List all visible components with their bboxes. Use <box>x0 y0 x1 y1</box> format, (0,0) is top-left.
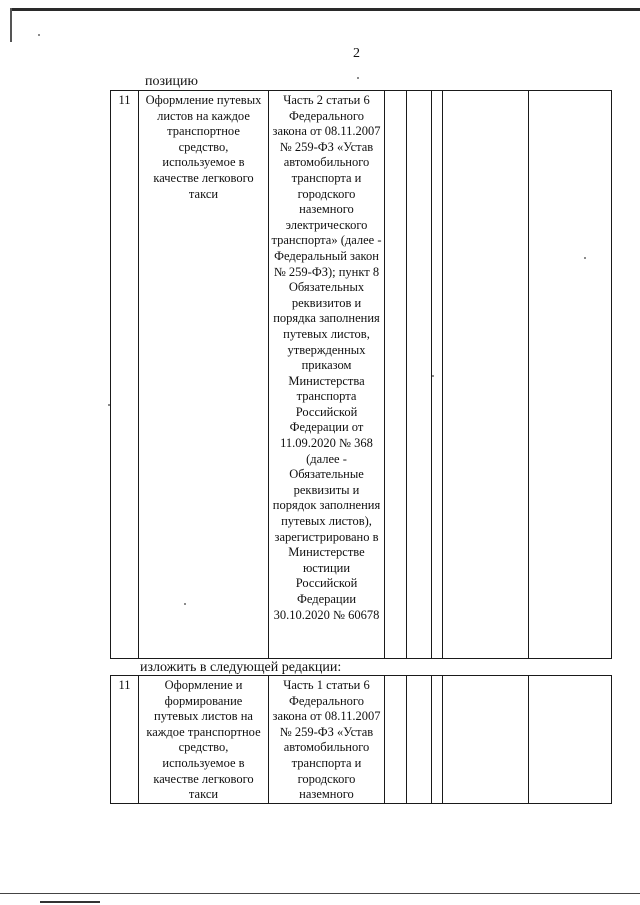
empty-cell <box>385 91 407 659</box>
requirement-title-cell <box>139 91 269 659</box>
requirement-title: Оформление и формирование путевых листов на каждое транспортное средство, используемое в качестве легкового такси <box>146 678 261 802</box>
table-row <box>111 676 612 804</box>
scan-edge-top <box>12 8 640 11</box>
empty-cell <box>385 676 407 804</box>
requirement-title-cell <box>139 676 269 804</box>
registry-table-new <box>110 675 612 804</box>
empty-cell <box>432 676 443 804</box>
scan-edge-left <box>10 8 12 42</box>
scan-speck <box>357 77 359 79</box>
position-tail-text: позицию <box>145 74 198 89</box>
row-number: 11 <box>111 91 139 659</box>
registry-table-old <box>110 90 612 659</box>
empty-cell <box>407 676 432 804</box>
empty-cell <box>443 91 529 659</box>
empty-cell <box>432 91 443 659</box>
legal-basis: Часть 1 статьи 6 Федерального закона от 08.11.2007 № 259-ФЗ «Устав автомобильного транспорта и городского наземного <box>272 678 381 802</box>
legal-basis: Часть 2 статьи 6 Федерального закона от 08.11.2007 № 259-ФЗ «Устав автомобильного транспорта и городского наземного электрического транспорта» (далее - Федеральный закон № 259-ФЗ); пункт 8 Обязательных реквизитов и порядка заполнения путевых листов, утвержденных приказом Министерства транспорта Российской Федерации от 11.09.2020 № 368 (далее - Обязательные реквизиты и порядок заполнения путевых листов), зарегистрировано в Министерстве юстиции Российской Федерации 30.10.2020 № 60678 <box>271 93 382 622</box>
requirement-title: Оформление путевых листов на каждое транспортное средство, используемое в качестве легкового такси <box>145 93 262 201</box>
empty-cell <box>407 91 432 659</box>
empty-cell <box>529 676 612 804</box>
legal-basis-cell <box>269 91 385 659</box>
replace-with-text: изложить в следующей редакции: <box>140 660 342 675</box>
scan-edge-bottom <box>0 893 640 894</box>
empty-cell <box>529 91 612 659</box>
legal-basis-cell <box>269 676 385 804</box>
scan-speck <box>38 34 40 36</box>
table-row <box>111 91 612 659</box>
empty-cell <box>443 676 529 804</box>
page-number: 2 <box>353 46 360 61</box>
row-number: 11 <box>111 676 139 804</box>
scan-mark-bottom <box>40 901 100 903</box>
